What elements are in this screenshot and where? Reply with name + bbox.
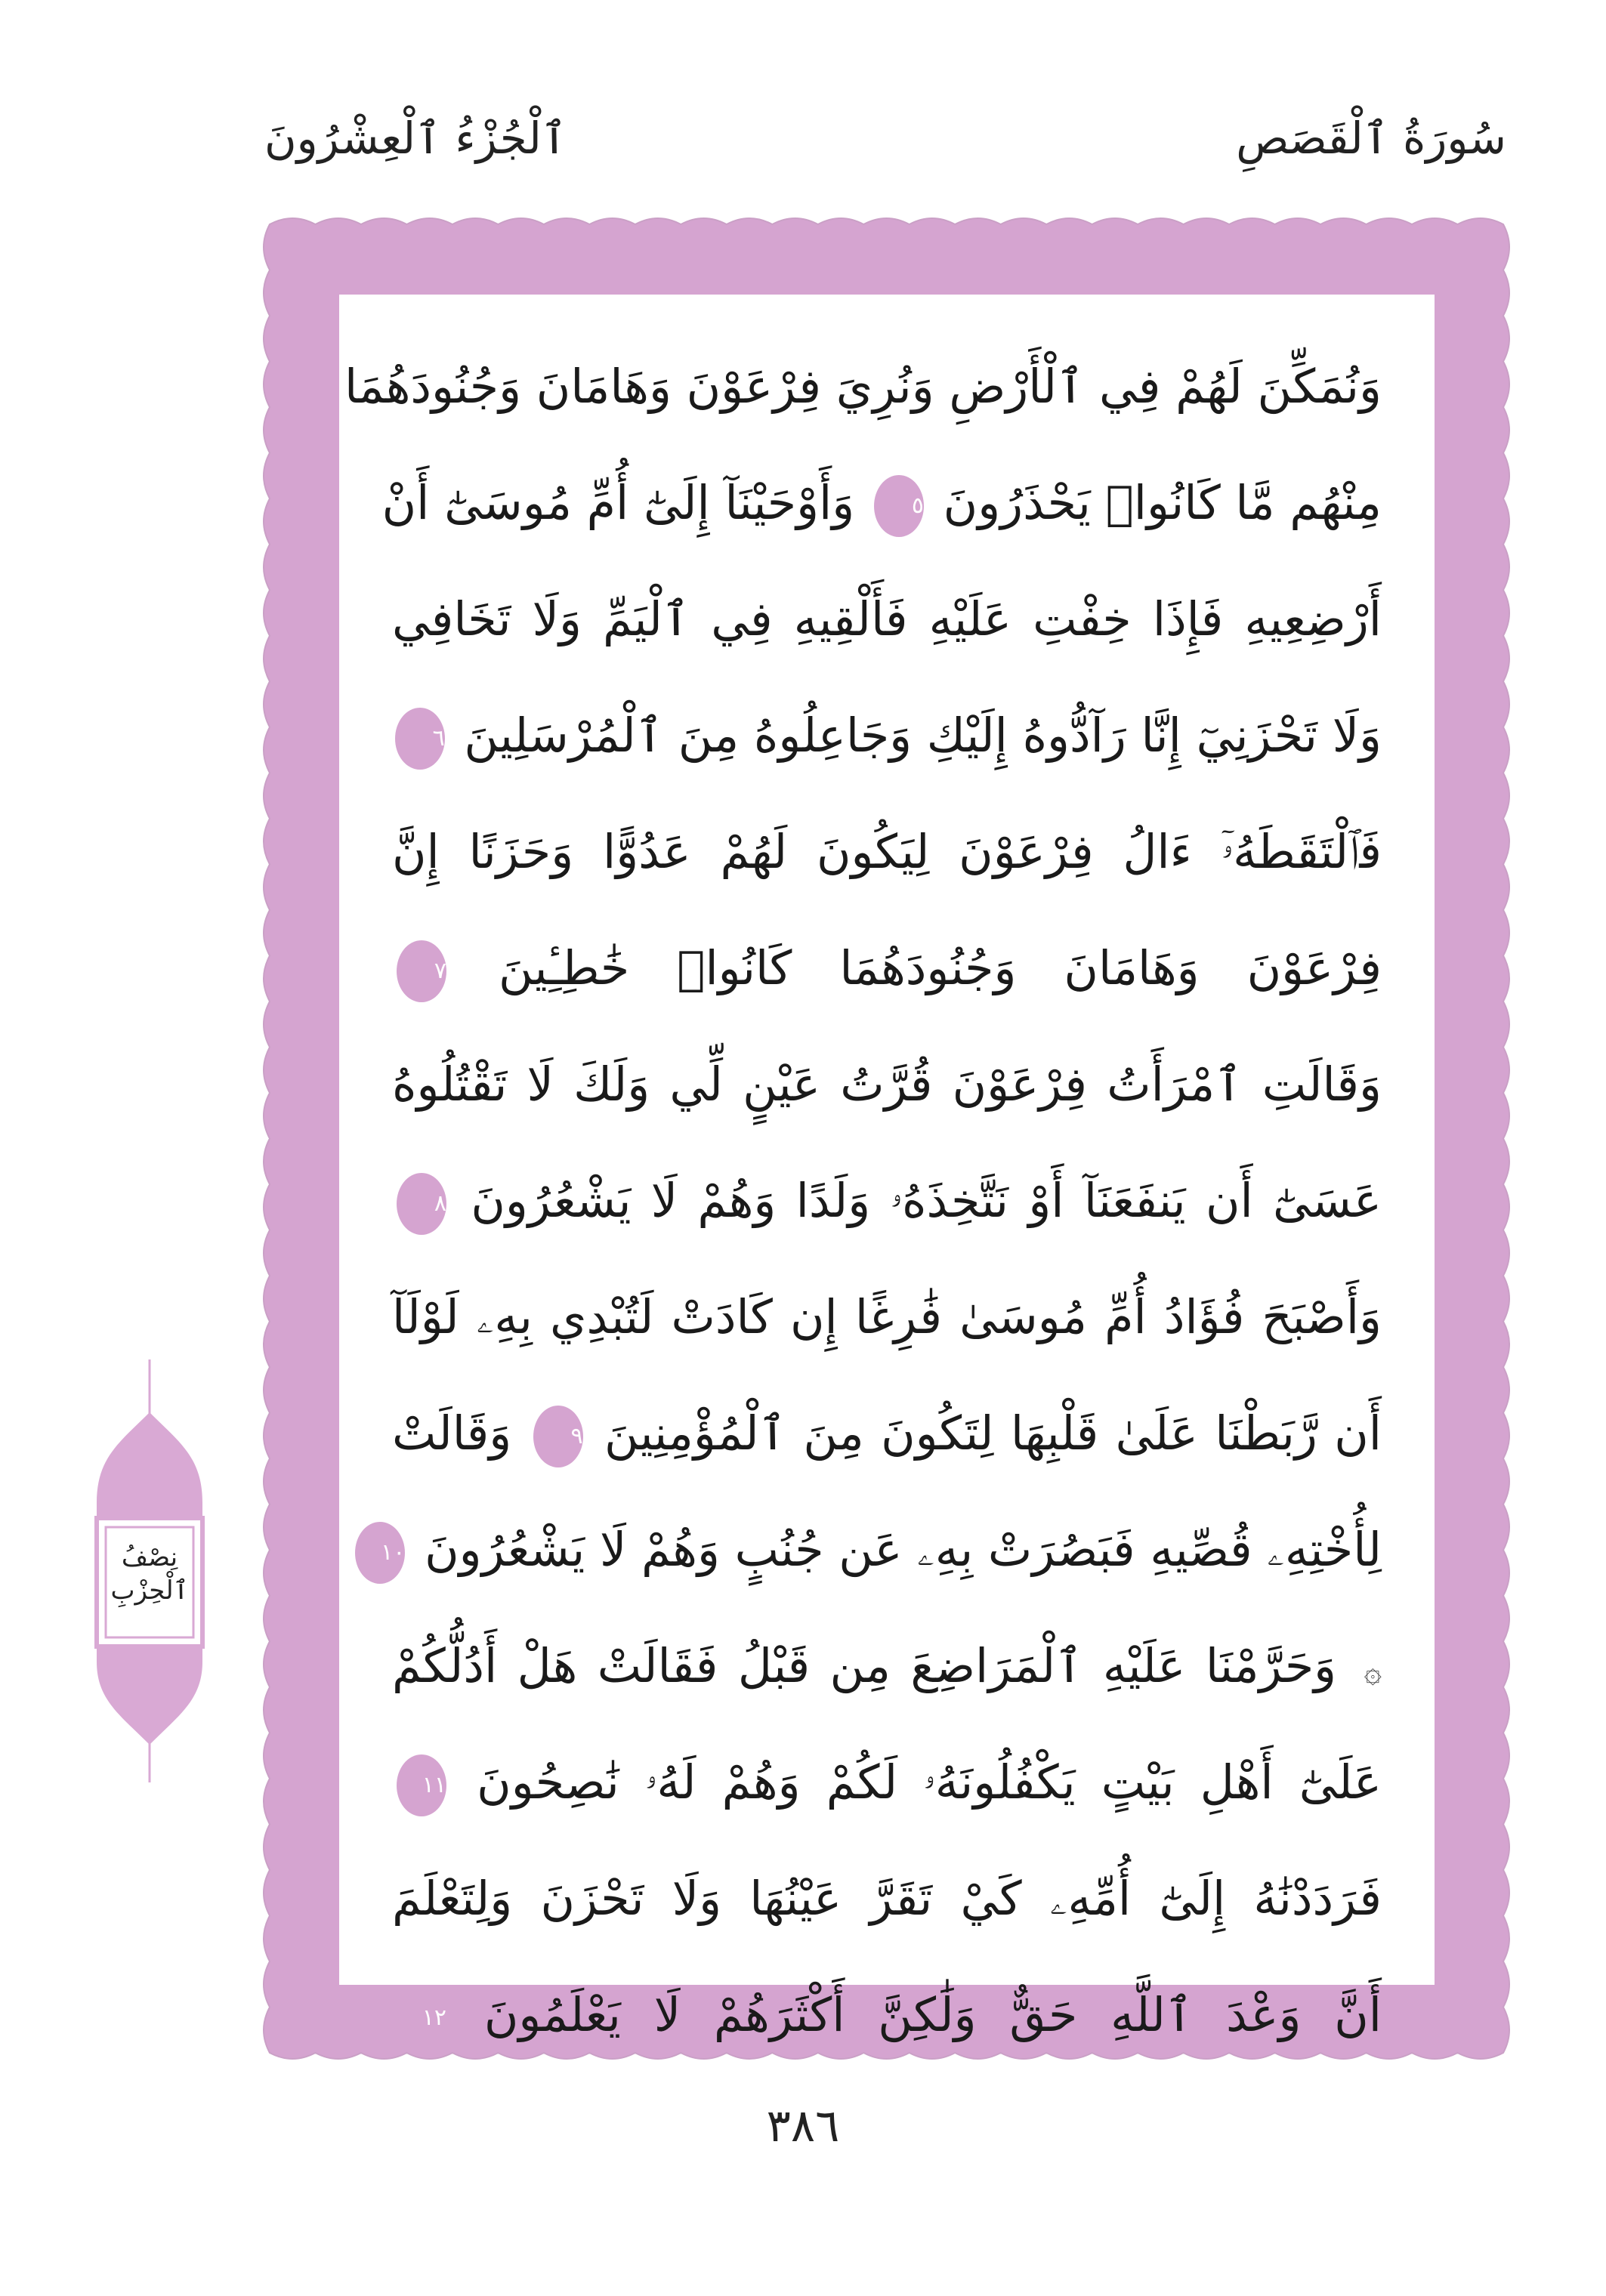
rub-el-hizb-star: ۞ — [1364, 1655, 1382, 1690]
verse-line: وَلَا تَحْزَنِيٓ إِنَّا رَآدُّوهُ إِلَيْكِ وَجَاعِلُوهُ مِنَ ٱلْمُرْسَلِينَ ٦ — [392, 677, 1382, 794]
verse-number-marker: ٧ — [397, 940, 446, 1002]
verse-line: فَٱلْتَقَطَهُۥٓ ءَالُ فِرْعَوْنَ لِيَكُونَ لَهُمْ عَدُوًّا وَحَزَنًا إِنَّ — [392, 824, 1382, 879]
verse-number-marker: ٨ — [397, 1173, 446, 1235]
verse-line: فِرْعَوْنَ وَهَامَانَ وَجُنُودَهُمَا كَانُوا۟ خَٰطِـِٔينَ ٧ — [392, 910, 1382, 1026]
hizb-label: نِصْفُ ٱلْحِزْبِ — [110, 1542, 189, 1606]
verse-line: فَرَدَدْنَٰهُ إِلَىٰٓ أُمِّهِۦ كَيْ تَقَرَّ عَيْنُهَا وَلَا تَحْزَنَ وَلِتَعْلَمَ — [392, 1871, 1382, 1926]
page-border-frame — [253, 208, 1520, 2069]
verse-number-marker: ١٢ — [397, 1987, 446, 2049]
verse-line: أَرْضِعِيهِ فَإِذَا خِفْتِ عَلَيْهِ فَأَلْقِيهِ فِي ٱلْيَمِّ وَلَا تَخَافِي — [392, 591, 1382, 647]
verse-line: عَلَىٰٓ أَهْلِ بَيْتٍ يَكْفُلُونَهُۥ لَكُمْ وَهُمْ لَهُۥ نَٰصِحُونَ ١١ — [392, 1724, 1382, 1841]
verse-line: وَنُمَكِّنَ لَهُمْ فِي ٱلْأَرْضِ وَنُرِيَ فِرْعَوْنَ وَهَامَانَ وَجُنُودَهُمَا — [344, 359, 1382, 414]
verse-line: ۞ وَحَرَّمْنَا عَلَيْهِ ٱلْمَرَاضِعَ مِن قَبْلُ فَقَالَتْ هَلْ أَدُلُّكُمْ — [392, 1638, 1382, 1693]
verse-line: مِنْهُم مَّا كَانُوا۟ يَحْذَرُونَ ٥ وَأَوْحَيْنَآ إِلَىٰٓ أُمِّ مُوسَىٰٓ أَنْ — [392, 445, 1382, 561]
verse-number-marker: ٩ — [533, 1406, 583, 1467]
surah-name: سُورَةُ ٱلْقَصَصِ — [1236, 113, 1506, 164]
verse-number-marker: ٦ — [395, 708, 445, 770]
verse-number-marker: ١١ — [397, 1754, 446, 1816]
verse-line: أَنَّ وَعْدَ ٱللَّهِ حَقٌّ وَلَٰكِنَّ أَكْثَرَهُمْ لَا يَعْلَمُونَ ١٢ — [392, 1957, 1382, 2073]
verse-line: لِأُخْتِهِۦ قُصِّيهِ فَبَصُرَتْ بِهِۦ عَن جُنُبٍ وَهُمْ لَا يَشْعُرُونَ ١٠ — [392, 1492, 1382, 1608]
verse-line: أَن رَّبَطْنَا عَلَىٰ قَلْبِهَا لِتَكُونَ مِنَ ٱلْمُؤْمِنِينَ ٩ وَقَالَتْ — [392, 1375, 1382, 1492]
verse-line: وَقَالَتِ ٱمْرَأَتُ فِرْعَوْنَ قُرَّتُ عَيْنٍ لِّي وَلَكَ لَا تَقْتُلُوهُ — [392, 1057, 1382, 1112]
verse-number-marker: ١٠ — [355, 1522, 405, 1584]
juz-name: ٱلْجُزْءُ ٱلْعِشْرُونَ — [264, 113, 567, 164]
verse-text-panel — [339, 295, 1435, 2042]
verse-line: عَسَىٰٓ أَن يَنفَعَنَآ أَوْ نَتَّخِذَهُۥ وَلَدًا وَهُمْ لَا يَشْعُرُونَ ٨ — [392, 1143, 1382, 1259]
verse-line: وَأَصْبَحَ فُؤَادُ أُمِّ مُوسَىٰ فَٰرِغًا إِن كَادَتْ لَتُبْدِي بِهِۦ لَوْلَآ — [392, 1289, 1382, 1344]
verse-number-marker: ٥ — [874, 475, 924, 537]
page-number: ٣٨٦ — [766, 2100, 840, 2152]
